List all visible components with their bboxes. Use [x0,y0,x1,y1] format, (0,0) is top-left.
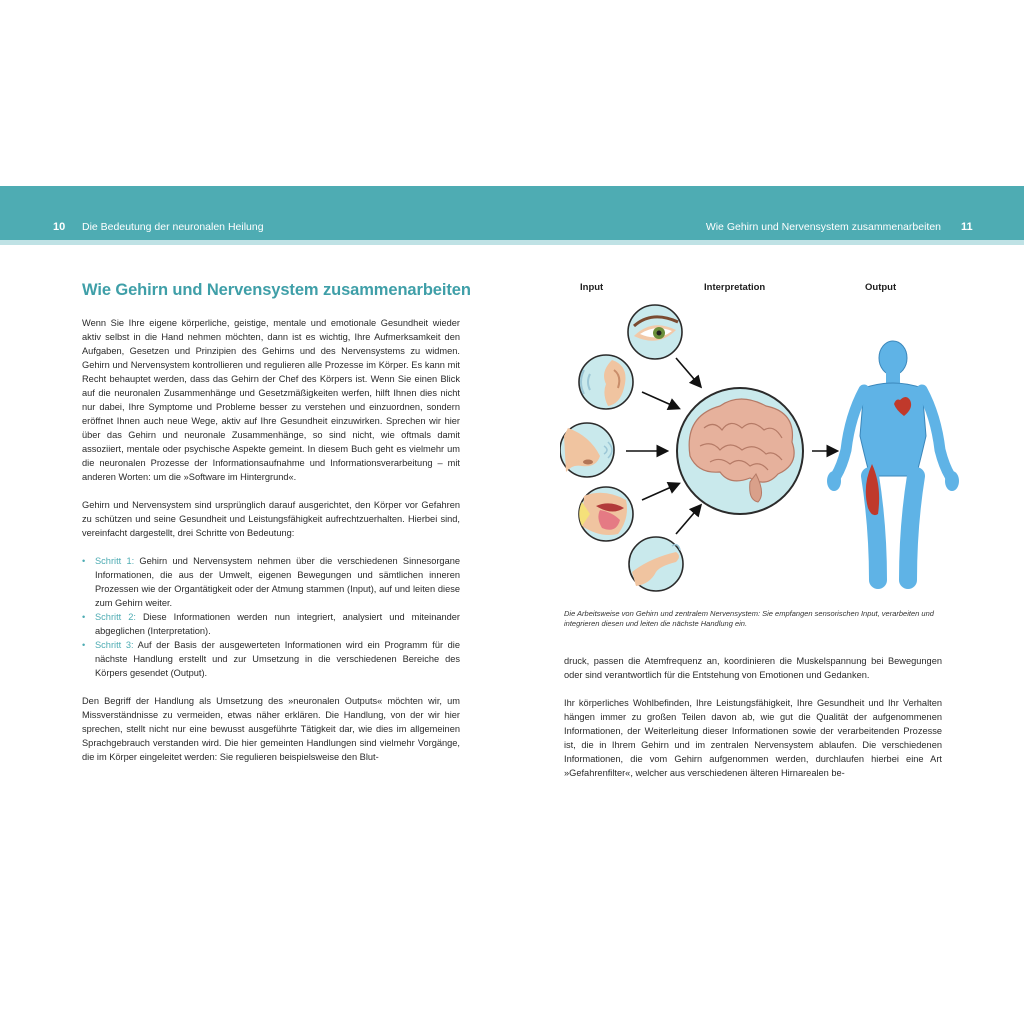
bullet: • [82,556,86,566]
paragraph-intro: Wenn Sie Ihre eigene körperliche, geistige, mentale und emotionale Gesundheit wieder aktiv selbst in die Hand nehmen möchten, dann ist es wichtig, Ihre Aufmerksamkeit den Aufgaben, Gesetzen und Prinzipien des Gehirns und des Nervensystems zu widmen. Gehirn und Nervensystem kontrollieren und regulieren alle Prozesse im Körper. Es kann mit Recht behauptet werden, dass das Gehirn der Chef des Körpers ist. Wenn Sie einen Blick auf die neuronalen Zusammenhänge und Gesetzmäßigkeiten werfen, hilft Ihnen dies nicht nur dabei, Ihre Symptome und Probleme besser zu verstehen und einzuordnen, sondern eröffnet Ihnen auch neue Wege, aktiv auf Ihre Gesundheit einzuwirken. Sprechen wir hier über das Gehirn und neuronale Zusammenhänge, so sind nicht, wie oftmals damit assoziiert, mentale oder psychische Aspekte gemeint. In diesem Buch geht es vielmehr um die neuronalen Prozesse der Informationsaufnahme und Informationsverarbeitung – mit anderen Worten: um die »Software im Hintergrund«. [82,318,460,482]
label-input: Input [580,282,604,293]
bullet: • [82,640,86,650]
right-text-column [564,654,942,780]
header-divider [0,240,1024,245]
left-running-title: Die Bedeutung der neuronalen Heilung [82,221,264,233]
step-label: Schritt 2: [95,612,136,622]
right-page-number: 11 [961,221,973,233]
nose-icon [560,423,614,477]
paragraph-wellbeing: Ihr körperliches Wohlbefinden, Ihre Leistungsfähigkeit, Ihre Gesundheit und Ihr Verhalten hängen immer zu großen Teilen davon ab, wie gut die Qualität der aufgenommenen Informationen, der Weiterleitung dieser Informationen sowie der verarbeitenden Prozesse ist, die in Ihrem Gehirn und im zentralen Nervensystem ablaufen. Die verschiedenen Informationen, die vom Gehirn aufgenommen werden, durchlaufen hierbei eine Art »Gefahrenfilter«, welcher aus verschiedenen älteren Hirnarealen be- [564,698,942,778]
step-label: Schritt 1: [95,556,135,566]
steps-list [82,554,460,680]
left-page-number: 10 [53,221,66,233]
nervous-system-diagram [560,296,960,596]
brain-icon [677,388,803,514]
body-figure [827,341,959,580]
section-heading: Wie Gehirn und Nervensystem zusammenarbeiten [82,281,471,299]
paragraph-steps-intro: Gehirn und Nervensystem sind ursprünglich darauf ausgerichtet, den Körper vor Gefahren zu schützen und seine Gesundheit und Leistungsfähigkeit aufrechtzuerhalten. Hierbei sind, vereinfacht dargestellt, drei Schritte von Bedeutung: [82,500,460,538]
hand-icon [629,537,683,591]
mouth-icon [579,487,633,541]
step-text: Gehirn und Nervensystem nehmen über die verschiedenen Sinnesorgane Informationen, die aus der Umwelt, eigenen Bewegungen und sämtlichen inneren Prozessen wie der Organtätigkeit oder der Atmung stammen (Input), auf und leiten diese zum Gehirn weiter. [95,556,461,608]
eye-icon [628,305,682,359]
left-text-column [82,316,460,764]
label-output: Output [865,282,897,293]
list-item [82,554,460,610]
step-text: Diese Informationen werden nun integriert, analysiert und miteinander abgeglichen (Interpretation). [95,612,461,636]
paragraph-continuation: druck, passen die Atemfrequenz an, koordinieren die Muskelspannung bei Bewegungen oder sind verantwortlich für die Entstehung von Emotionen und Gedanken. [564,656,942,680]
list-item [82,638,460,680]
right-running-title: Wie Gehirn und Nervensystem zusammenarbeiten [705,221,941,233]
figure-caption: Die Arbeitsweise von Gehirn und zentralem Nervensystem: Sie empfangen sensorischen Input, verarbeiten und integrieren diesen und leiten die nächste Handlung ein. [564,609,934,628]
step-label: Schritt 3: [95,640,134,650]
bullet: • [82,612,86,622]
ear-icon [579,355,633,409]
label-interpretation: Interpretation [704,282,766,293]
paragraph-output: Den Begriff der Handlung als Umsetzung des »neuronalen Outputs« möchten wir, um Missverständnisse zu vermeiden, etwas näher erklären. Die Handlung, von der wir hier sprechen, stellt nicht nur eine bewusst ausgeführte Tätigkeit dar, wie dies im allgemeinen Sprachgebrauch verstanden wird. Die hier gemeinten Handlungen sind vielmehr Vorgänge, die im Körper eingeleitet werden: Sie regulieren beispielsweise den Blut- [82,696,460,762]
list-item [82,610,460,638]
step-text: Auf der Basis der ausgewerteten Informationen wird ein Programm für die nächste Handlung erstellt und zur Umsetzung in die verschiedenen Bereiche des Körpers gesendet (Output). [95,640,461,678]
